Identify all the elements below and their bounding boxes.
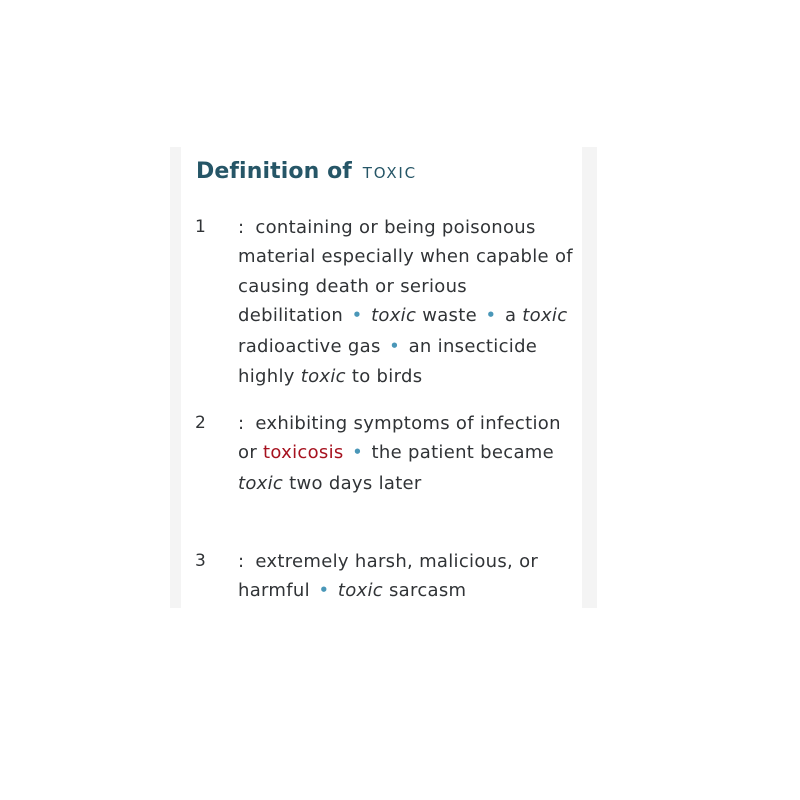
example-bullet-icon: • (318, 581, 329, 600)
example-after: radioactive gas (238, 335, 381, 357)
sense-number: 1 (195, 217, 206, 237)
sense-colon: : (238, 413, 245, 434)
example-bullet-icon: • (389, 336, 400, 355)
example-word: toxic (337, 580, 383, 602)
sense-body (238, 409, 578, 498)
example-before: the patient became (371, 442, 555, 464)
sense-number: 2 (195, 413, 206, 433)
sense-definition: containing or being poisonous material especially when capable of causing death or serious debilitation (238, 217, 573, 327)
example-after: sarcasm (382, 580, 467, 602)
example-after: to birds (345, 366, 423, 388)
example-word: toxic (522, 305, 568, 327)
sense-definition: extremely harsh, malicious, or harmful (238, 551, 539, 602)
sense-number: 3 (195, 551, 206, 571)
example-before: an insecticide highly (238, 335, 538, 388)
sense-colon: : (238, 551, 245, 572)
definition-card (181, 147, 582, 608)
sense-body (238, 547, 578, 607)
sense-definition: exhibiting symptoms of infection or (238, 413, 561, 464)
example-bullet-icon: • (352, 443, 363, 462)
sense-colon: : (238, 217, 245, 238)
sense-body (238, 213, 578, 391)
example-after: waste (416, 305, 477, 327)
cross-reference-link[interactable]: toxicosis (263, 442, 344, 464)
example-bullet-icon: • (352, 306, 363, 325)
example-word: toxic (300, 366, 346, 388)
example-after: two days later (283, 472, 422, 494)
definition-heading (196, 159, 417, 184)
example-word: toxic (238, 472, 284, 494)
heading-headword: TOXIC (362, 164, 417, 182)
example-word: toxic (371, 305, 417, 327)
example-before: a (504, 305, 523, 327)
example-bullet-icon: • (486, 306, 496, 325)
heading-prefix: Definition of (196, 159, 352, 184)
